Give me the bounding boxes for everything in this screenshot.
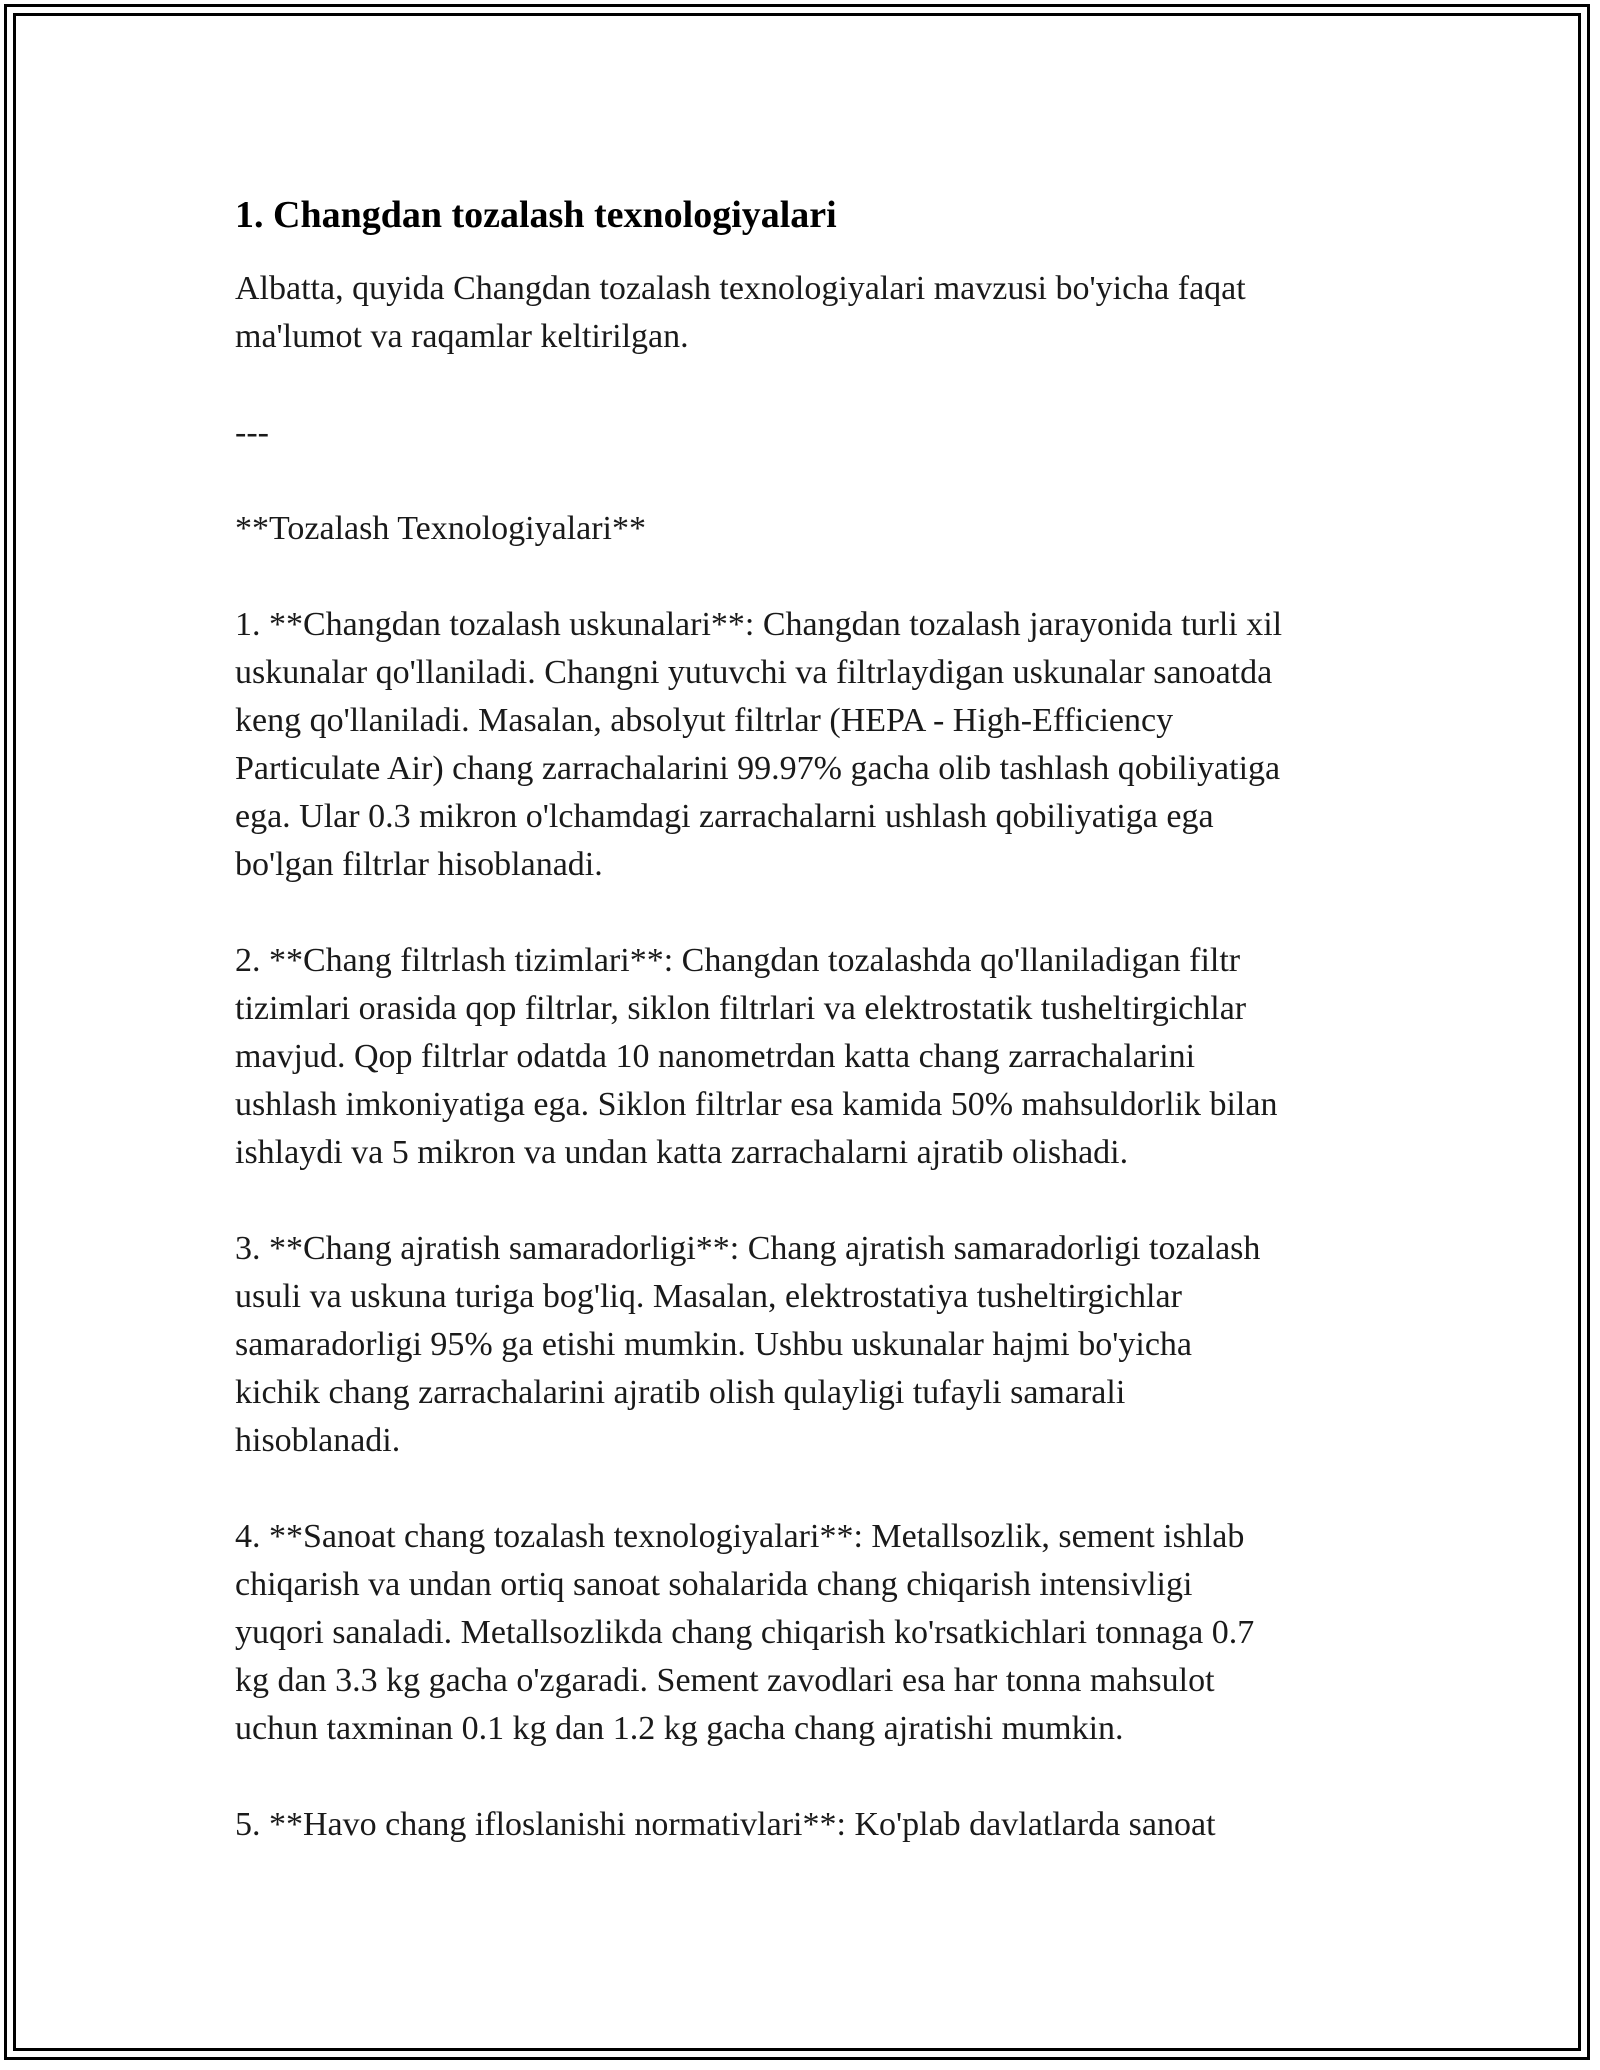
document-body — [235, 185, 1395, 1849]
list-item-4: 4. **Sanoat chang tozalash texnologiyalari**: Metallsozlik, sement ishlab chiqarish va undan ortiq sanoat sohalarida chang chiqarish intensivligi yuqori sanaladi. Metallsozlikda chang chiqarish ko'rsatkichlari tonnaga 0.7 kg dan 3.3 kg gacha o'zgaradi. Sement zavodlari esa har tonna mahsulot uchun taxminan 0.1 kg dan 1.2 kg gacha chang ajratishi mumkin. — [235, 1518, 1255, 1747]
document-title: 1. Changdan tozalash texnologiyalari — [235, 194, 837, 236]
list-item-5: 5. **Havo chang ifloslanishi normativlari**: Ko'plab davlatlarda sanoat — [235, 1806, 1216, 1843]
list-item-3: 3. **Chang ajratish samaradorligi**: Chang ajratish samaradorligi tozalash usuli va uskuna turiga bog'liq. Masalan, elektrostatiya tusheltirgichlar samaradorligi 95% ga etishi mumkin. Ushbu uskunalar hajmi bo'yicha kichik chang zarrachalarini ajratib olish qulayligi tufayli samarali hisoblanadi. — [235, 1230, 1261, 1459]
list-item-2: 2. **Chang filtrlash tizimlari**: Changdan tozalashda qo'llaniladigan filtr tizimlari orasida qop filtrlar, siklon filtrlari va elektrostatik tusheltirgichlar mavjud. Qop filtrlar odatda 10 nanometrdan katta chang zarrachalarini ushlash imkoniyatiga ega. Siklon filtrlar esa kamida 50% mahsuldorlik bilan ishlaydi va 5 mikron va undan katta zarrachalarni ajratib olishadi. — [235, 942, 1278, 1171]
separator-line: --- — [235, 414, 269, 451]
list-item-1: 1. **Changdan tozalash uskunalari**: Changdan tozalash jarayonida turli xil uskunalar qo'llaniladi. Changni yutuvchi va filtrlaydigan uskunalar sanoatda keng qo'llaniladi. Masalan, absolyut filtrlar (HEPA - High-Efficiency Particulate Air) chang zarrachalarini 99.97% gacha olib tashlash qobiliyatiga ega. Ular 0.3 mikron o'lchamdagi zarrachalarni ushlash qobiliyatiga ega bo'lgan filtrlar hisoblanadi. — [235, 606, 1283, 883]
intro-paragraph: Albatta, quyida Changdan tozalash texnologiyalari mavzusi bo'yicha faqat ma'lumot va raqamlar keltirilgan. — [235, 270, 1246, 355]
section-heading: **Tozalash Texnologiyalari** — [235, 510, 647, 547]
